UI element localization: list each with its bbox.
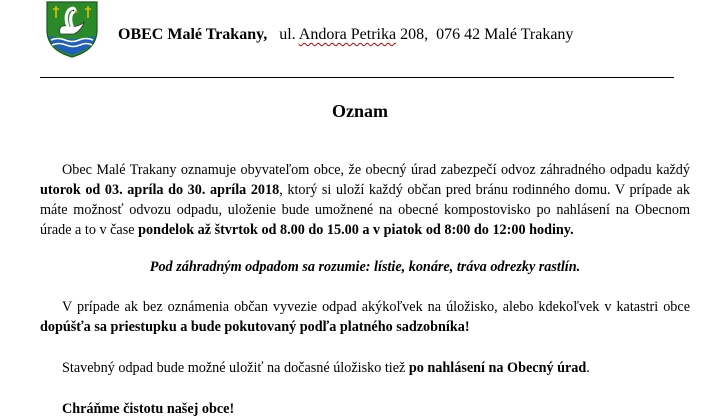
- header-obec: OBEC Malé Trakany,: [118, 26, 268, 43]
- p3-bold: dopúšťa sa priestupku a bude pokutovaný podľa platného sadzobníka!: [40, 319, 470, 335]
- p1-text-1: Obec Malé Trakany oznamuje obyvateľom obce, že obecný úrad zabezpečí odvoz záhradného odpadu každý: [62, 162, 690, 178]
- paragraph-construction: [40, 358, 690, 378]
- header-cislo: 208,: [400, 26, 429, 43]
- paragraph-closing: Chráňme čistotu našej obce!: [62, 401, 235, 417]
- p4-text-1: Stavebný odpad bude možné uložiť na dočasné úložisko tiež: [62, 360, 409, 376]
- document-body: [40, 160, 690, 419]
- p3-text-1: V prípade ak bez oznámenia občan vyvezie odpad akýkoľvek na úložisko, alebo kdekoľvek v katastri obce: [62, 299, 690, 315]
- paragraph-warning: [40, 297, 690, 337]
- p4-text-2: .: [586, 360, 590, 376]
- p1-bold-date: utorok od 03. apríla do 30. apríla 2018: [40, 182, 280, 198]
- coat-of-arms-icon: [44, 0, 100, 58]
- header-ulica-prefix: ul.: [279, 26, 296, 43]
- p1-bold-hours: pondelok až štvrtok od 8.00 do 15.00 a v piatok od 8:00 do 12:00 hodiny.: [138, 222, 574, 238]
- page-title: Oznam: [332, 101, 388, 121]
- paragraph-definition: Pod záhradným odpadom sa rozumie: lístie, konáre, tráva odrezky rastlín.: [149, 259, 581, 275]
- header-mesto: 076 42 Malé Trakany: [436, 26, 574, 43]
- p4-bold: po nahlásení na Obecný úrad: [408, 360, 587, 376]
- header-ulica: Andora Petrika: [298, 26, 397, 43]
- p1-text-2: , ktorý si uloží každý občan pred bránu rodinného domu. V prípade ak máte možnosť odvozu odpadu, uloženie bude umožnené na obecné kompostovisko po nahlásení na Obecnom úrade a to v čase: [40, 182, 690, 238]
- header-address: [118, 26, 573, 44]
- paragraph-intro: [40, 160, 690, 240]
- header-divider: [40, 77, 674, 78]
